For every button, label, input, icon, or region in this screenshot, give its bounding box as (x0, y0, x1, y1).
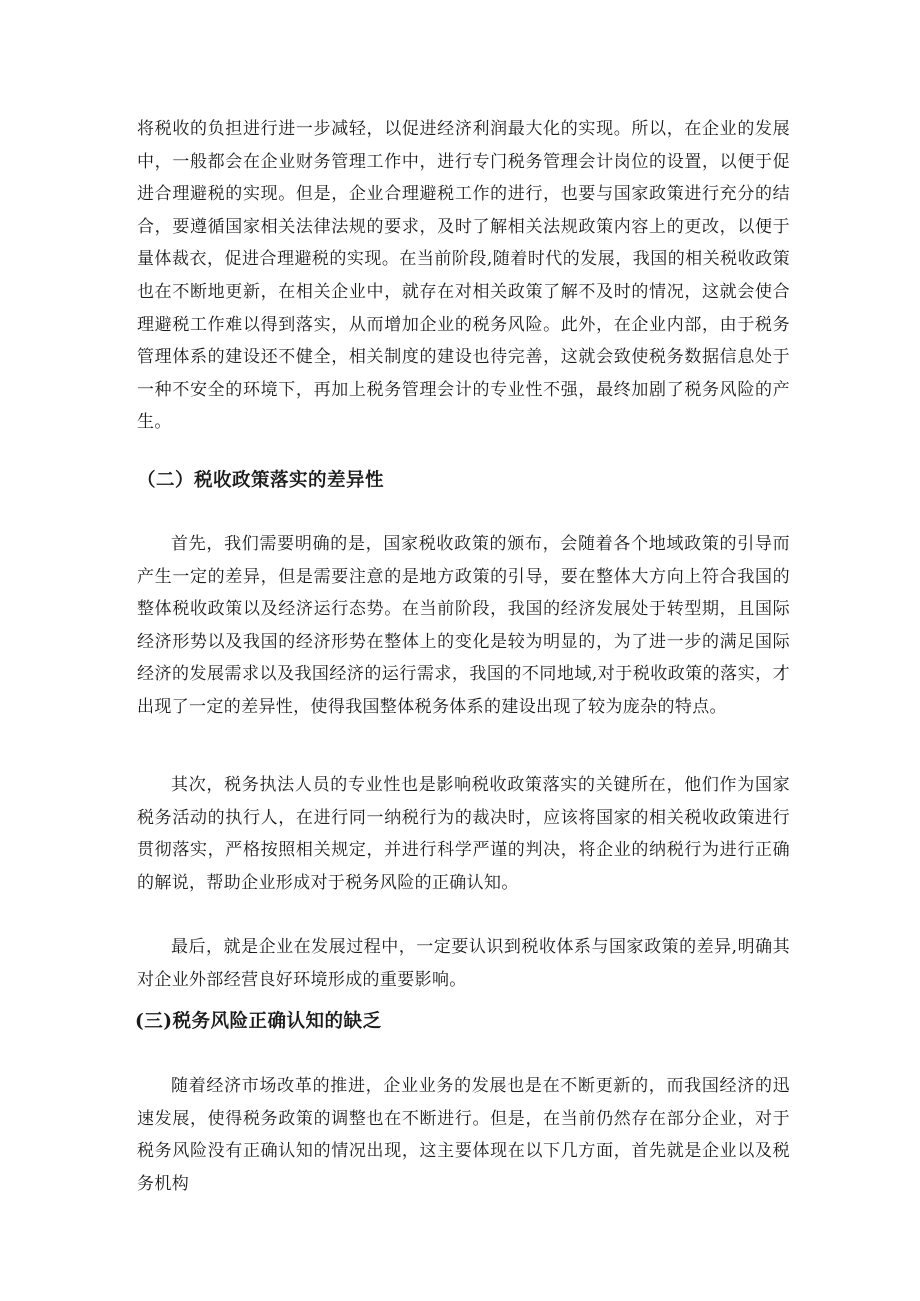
body-paragraph: 随着经济市场改革的推进，企业业务的发展也是在不断更新的，而我国经济的迅速发展，使得税务政策的调整也在不断进行。但是，在当前仍然存在部分企业，对于税务风险没有正确认知的情况出现，这主要体现在以下几方面，首先就是企业以及税务机构 (137, 1076, 790, 1194)
body-paragraph: 其次，税务执法人员的专业性也是影响税收政策落实的关键所在，他们作为国家税务活动的执行人，在进行同一纳税行为的裁决时，应该将国家的相关税收政策进行贯彻落实，严格按照相关规定，并进行科学严谨的判决，将企业的纳税行为进行正确的解说，帮助企业形成对于税务风险的正确认知。 (137, 775, 790, 893)
section-heading-3: (三)税务风险正确认知的缺乏 (135, 1011, 382, 1032)
body-paragraph: 首先，我们需要明确的是，国家税收政策的颁布，会随着各个地域政策的引导而产生一定的差异，但是需要注意的是地方政策的引导，要在整体大方向上符合我国的整体税收政策以及经济运行态势。在当前阶段，我国的经济发展处于转型期，且国际经济形势以及我国的经济形势在整体上的变化是较为明显的，为了进一步的满足国际经济的发展需求以及我国经济的运行需求，我国的不同地域,对于税收政策的落实，才出现了一定的差异性，使得我国整体税务体系的建设出现了较为庞杂的特点。 (137, 534, 790, 717)
section-heading-2: （二）税收政策落实的差异性 (137, 470, 385, 491)
body-paragraph: 将税收的负担进行进一步减轻，以促进经济利润最大化的实现。所以，在企业的发展中，一般都会在企业财务管理工作中，进行专门税务管理会计岗位的设置，以便于促进合理避税的实现。但是，企业合理避税工作的进行，也要与国家政策进行充分的结合，要遵循国家相关法律法规的要求，及时了解相关法规政策内容上的更改，以便于量体裁衣，促进合理避税的实现。在当前阶段,随着时代的发展，我国的相关税收政策也在不断地更新，在相关企业中，就存在对相关政策了解不及时的情况，这就会使合理避税工作难以得到落实，从而增加企业的税务风险。此外，在企业内部，由于税务管理体系的建设还不健全，相关制度的建设也待完善，这就会致使税务数据信息处于一种不安全的环境下，再加上税务管理会计的专业性不强，最终加剧了税务风险的产生。 (137, 119, 790, 433)
body-paragraph: 最后，就是企业在发展过程中，一定要认识到税收体系与国家政策的差异,明确其对企业外部经营良好环境形成的重要影响。 (137, 937, 790, 990)
